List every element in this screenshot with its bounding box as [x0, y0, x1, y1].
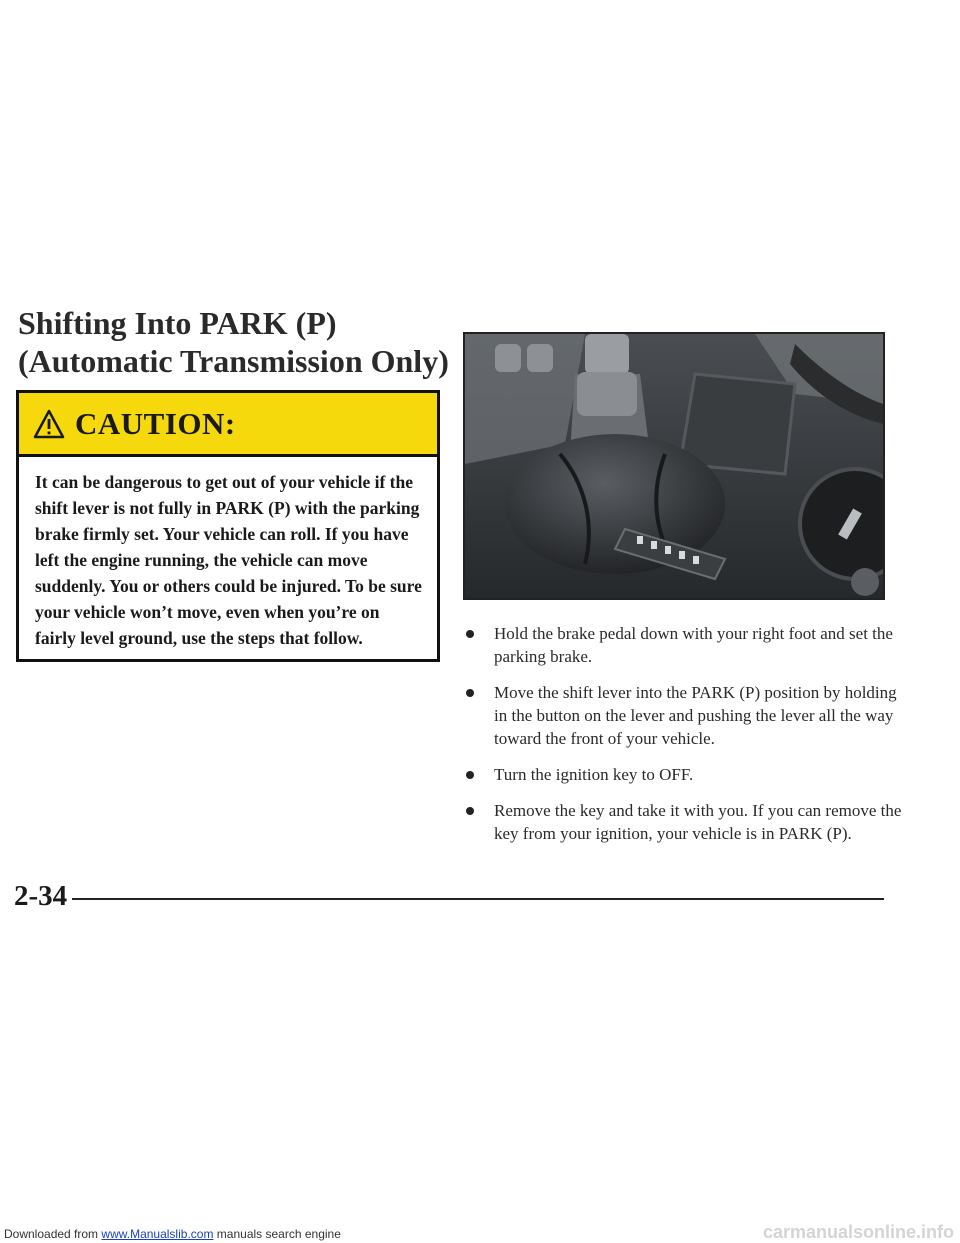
footer-prefix: Downloaded from [4, 1227, 99, 1241]
list-item [464, 622, 904, 668]
bullet-icon [466, 689, 474, 697]
step-text: Remove the key and take it with you. If you can remove the key from your ignition, your vehicle is in PARK (P). [494, 801, 902, 843]
footer-suffix: manuals search engine [216, 1227, 341, 1241]
caution-header [19, 393, 437, 457]
step-text: Turn the ignition key to OFF. [494, 765, 694, 784]
caution-text: It can be dangerous to get out of your vehicle if the shift lever is not fully in PARK (P) with the parking brake firmly set. Your vehicle can roll. If you have left the engine running, the vehicle can move suddenly. You or others could be injured. To be sure your vehicle won’t move, even when you’re on fairly level ground, use the steps that follow. [35, 472, 422, 648]
step-text: Hold the brake pedal down with your right foot and set the parking brake. [494, 624, 893, 666]
bullet-icon [466, 807, 474, 815]
list-item [464, 681, 904, 750]
caution-box [16, 390, 440, 662]
bullet-icon [466, 771, 474, 779]
caution-label: CAUTION: [75, 405, 236, 441]
page-title [18, 304, 449, 380]
manualslib-link[interactable]: www.Manualslib.com [101, 1227, 214, 1241]
page-number: 2-34 [14, 880, 68, 912]
bullet-icon [466, 630, 474, 638]
footer-rule [72, 898, 884, 900]
steps-list [464, 622, 904, 858]
title-line-1: Shifting Into PARK (P) [18, 305, 337, 341]
step-text: Move the shift lever into the PARK (P) position by holding in the button on the lever and pushing the lever all the way toward the front of your vehicle. [494, 683, 897, 748]
download-footer [4, 1227, 341, 1241]
warning-triangle-icon [33, 409, 65, 439]
title-line-2: (Automatic Transmission Only) [18, 343, 449, 379]
list-item [464, 799, 904, 845]
list-item [464, 763, 904, 786]
watermark: carmanualsonline.info [762, 1222, 954, 1242]
shift-lever-photo [463, 332, 885, 600]
